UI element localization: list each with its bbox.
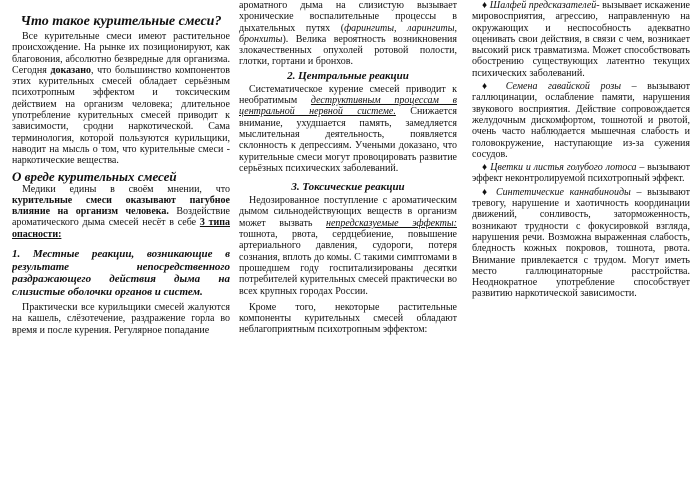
harm-text-a: Медики едины в своём мнении, что <box>22 183 230 195</box>
local-reactions-paragraph: Практически все курильщики смесей жалуются на кашель, слёзотечение, раздражение горла во время и после курения. Регулярное попадание <box>12 302 230 336</box>
diamond-bullet-icon: ♦ <box>482 186 491 198</box>
toxic-text-a: Недозированное поступление с ароматическим дымом сильнодействующих веществ в организм может вызвать <box>239 195 457 229</box>
list-item <box>472 81 690 160</box>
list-item <box>472 0 690 79</box>
item-text: – вызывают тревогу, нарушение и хаотичность координации движений, сонливость, заторможенность, возникают трудности с фокусировкой взгляда, нарушения речи. Возможна выраженная слабость, бледность кожных покровов, тошнота, рвота. Внимание привлекается с трудом. Могут иметь место галлюцинаторные расстройства. Неоднократное употребление способствует развитию наркотической зависимости. <box>472 186 690 300</box>
cont-diseases: фарингиты, ларингиты, бронхиты <box>239 22 457 45</box>
intro-text-a: Все курительные смеси имеют растительное происхождение. На рынке их позиционируют, как благовония, абсолютно безвредные для организма. Сегодня <box>12 31 230 76</box>
item-name: Цветки и листья голубого лотоса <box>490 162 637 174</box>
toxic-text-b: тошнота, рвота, сердцебиение, повышение артериального давления, судороги, потеря сознания, вплоть до комы. С такими симптомами в прошедшем году госпитализированы десятки потребителей курительных смесей практически во всех крупных городах России. <box>239 229 457 297</box>
diamond-bullet-icon: ♦ <box>482 81 496 93</box>
harm-text-b: Воздействие ароматического дыма смесей несёт в себе <box>12 206 230 229</box>
toxic-more-paragraph: Кроме того, некоторые растительные компоненты курительных смесей обладают неблагоприятным психотропным эффектом: <box>239 301 457 336</box>
item-name: Синтетические каннабиноиды <box>495 186 631 198</box>
cont-text-a: ароматного дыма на слизистую вызывает хронические воспалительные процессы в дыхательных путях ( <box>239 0 457 34</box>
diamond-bullet-icon: ♦ <box>482 0 488 11</box>
item-name: Шалфей предсказателей <box>489 0 597 11</box>
toxic-reactions-heading: 3. Токсические реакции <box>291 181 405 194</box>
central-reactions-paragraph <box>239 84 457 174</box>
harm-heading: О вреде курительных смесей <box>12 168 177 184</box>
intro-paragraph <box>12 31 230 167</box>
column-1 <box>12 0 230 493</box>
toxic-reactions-paragraph <box>239 195 457 297</box>
cont-text-b: ). Велика вероятность возникновения злокачественных опухолей ротовой полости, глотки, гортани и бронхов. <box>239 33 457 68</box>
column-3 <box>472 0 690 493</box>
intro-text-b: , что большинство компонентов этих курительных смесей обладает серьёзным психотропным эффектом и токсическим действием на организм человека; длительное употребление курительных смесей приводит к зависимости, сродни наркотической. Сама терминология, которой пользуются курильщики, наводит на мысль о том, что курительные смеси - наркотические вещества. <box>12 64 230 167</box>
intro-emphasis: доказано <box>50 64 91 76</box>
central-text-b: Снижается внимание, ухудшается память, замедляется мыслительная деятельность, появляется склонность к депрессиям. Учеными доказано, что курительные смеси могут провоцировать развитие серьёзных психических заболеваний. <box>239 106 457 174</box>
page-title: Что такое курительные смеси? <box>20 14 222 29</box>
central-reactions-heading: 2. Центральные реакции <box>287 69 409 82</box>
toxic-emphasis: непредсказуемые эффекты: <box>326 217 457 229</box>
list-item <box>472 162 690 185</box>
item-text: - вызывает искажение мировосприятия, агрессию, направленную на окружающих и неспособность адекватно оценивать свои действия, в связи с чем, возникает высокий риск травматизма. Может способствовать обострению существующих латентно текущих психических заболеваний. <box>472 0 690 79</box>
diamond-bullet-icon: ♦ <box>482 162 488 174</box>
item-text: – вызывают эффект неконтролируемой психотропный эффект. <box>472 162 690 185</box>
harm-paragraph <box>12 184 230 240</box>
local-reactions-heading: 1. Местные реакции, возникающие в результате непосредственного раздражающего действия дыма на слизистые оболочки органов и систем. <box>12 248 230 298</box>
item-name: Семена гавайской розы <box>505 81 622 93</box>
column-2 <box>239 0 457 493</box>
item-text: – вызывают галлюцинации, ослабление памяти, нарушения звукового восприятия. Действие сопровождается желудочным дискомфортом, тошнотой и рвотой, очень часто наблюдается мышечная слабость и головокружение, наступающие из-за сужения сосудов. <box>472 81 690 160</box>
harm-emphasis: курительные смеси оказывают пагубное влияние на организм человека. <box>12 194 230 218</box>
continuation-paragraph <box>239 0 457 68</box>
harm-danger-count: 3 типа опасности: <box>12 217 230 240</box>
central-text-a: Систематическое курение смесей приводит к необратимым <box>239 83 457 107</box>
central-emphasis: деструктивным процессам в центральной нервной системе. <box>239 95 457 118</box>
list-item <box>472 187 690 300</box>
